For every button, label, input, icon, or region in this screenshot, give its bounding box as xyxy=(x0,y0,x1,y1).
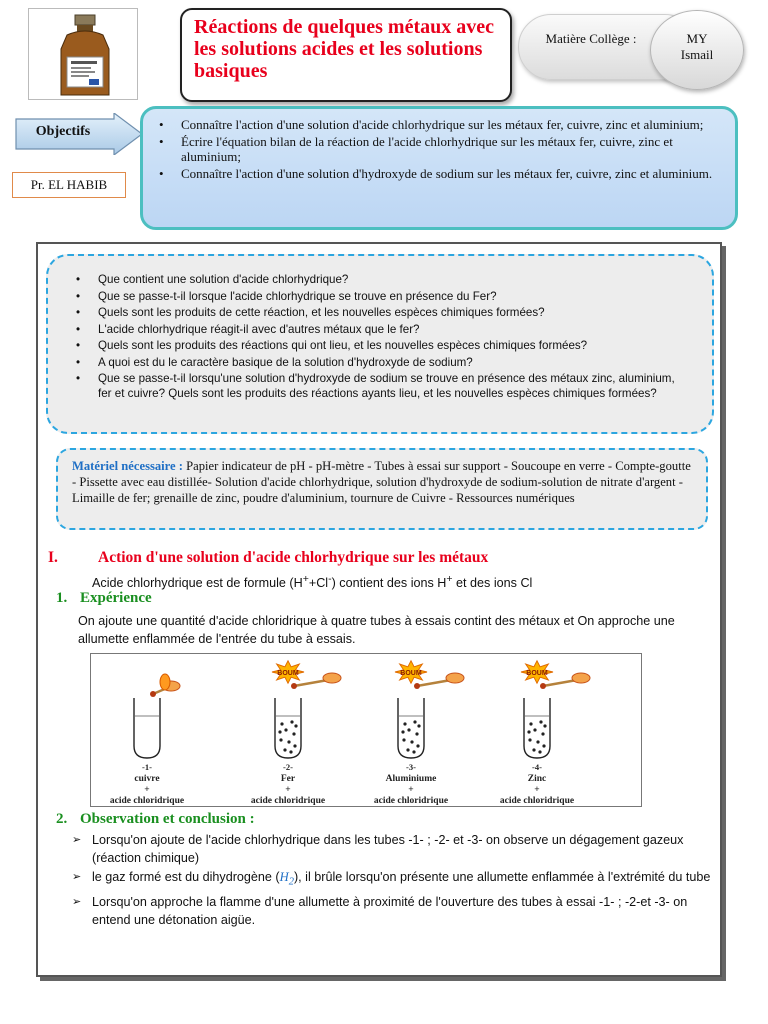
formula-sup: + xyxy=(302,573,309,585)
author-line2: Ismail xyxy=(680,47,714,62)
question-item: • Quels sont les produits des réactions qui ont lieu, et les nouvelles espèces chimiques formées? xyxy=(98,338,684,353)
hand-icon xyxy=(572,673,590,683)
gas-bubble xyxy=(416,744,419,747)
gas-bubble xyxy=(527,730,530,733)
gas-bubble xyxy=(413,720,416,723)
gas-bubble xyxy=(541,732,544,735)
arrow-bullet-icon: ➢ xyxy=(72,834,82,846)
formula-line xyxy=(92,573,692,590)
gas-bubble xyxy=(279,738,282,741)
formula-sup: + xyxy=(446,573,453,585)
gas-bubble xyxy=(538,750,541,753)
question-item: • Que contient une solution d'acide chlorhydrique? xyxy=(98,272,684,287)
tube-number: -2- xyxy=(283,762,293,772)
gas-bubble xyxy=(412,750,415,753)
tube-acid: acide chloridrique xyxy=(499,796,575,806)
hand-icon xyxy=(323,673,341,683)
gas-bubble xyxy=(283,748,286,751)
step-1-title: Expérience xyxy=(80,590,152,606)
explosion-label: BOUM xyxy=(400,670,422,677)
gas-bubble xyxy=(528,738,531,741)
gas-bubble xyxy=(529,722,532,725)
gas-bubble xyxy=(284,728,287,731)
objectives-panel xyxy=(140,106,738,230)
gas-bubble xyxy=(294,724,297,727)
formula-intro: Acide chlorhydrique est de formule (H xyxy=(92,576,303,591)
step-2-title: Observation et conclusion : xyxy=(80,811,255,827)
objectives-list xyxy=(181,117,721,181)
gas-bubble xyxy=(415,732,418,735)
tube-number: -3- xyxy=(406,762,416,772)
question-item: • Quels sont les produits de cette réaction, et les nouvelles espèces chimiques formées? xyxy=(98,305,684,320)
match-flame xyxy=(160,674,170,690)
materiel-text: Papier indicateur de pH - pH-mètre - Tubes à essai sur support - Soucoupe en verre - Compte-goutte - Pissette avec eau distillée- Solution d'acide chlorhydrique, solution d'hydroxyde de sodium-solution de nitrate d'argent - Limaille de fer; grenaille de zinc, poudre d'aluminium, tournure de Cuivre - Ressources numériques xyxy=(72,459,691,505)
author-line1: MY xyxy=(686,31,708,46)
test-tube xyxy=(134,698,160,758)
objectifs-label: Objectifs xyxy=(35,124,91,139)
gas-bubble xyxy=(417,724,420,727)
bottle-illustration xyxy=(29,9,139,101)
step-1-heading xyxy=(56,590,152,607)
tube-plus: + xyxy=(144,785,150,795)
match-stick xyxy=(417,680,451,686)
formula-end: et des ions Cl xyxy=(452,576,533,591)
tube-number: -4- xyxy=(532,762,542,772)
tube-metal: Zinc xyxy=(527,774,547,784)
gas-bubble xyxy=(278,730,281,733)
questions-list xyxy=(98,272,684,401)
explosion-label: BOUM xyxy=(526,670,548,677)
gas-bubble xyxy=(536,740,539,743)
gas-bubble xyxy=(410,740,413,743)
gas-bubble xyxy=(403,722,406,725)
test-tube xyxy=(275,698,301,758)
arrow-bullet-icon: ➢ xyxy=(72,895,82,908)
h2-symbol: H xyxy=(279,870,289,884)
gas-bubble xyxy=(406,748,409,751)
section-1-number: I. xyxy=(48,549,58,566)
gas-bubble xyxy=(543,724,546,727)
question-item: • Que se passe-t-il lorsque l'acide chlorhydrique se trouve en présence du Fer? xyxy=(98,289,684,304)
h2-subscript: 2 xyxy=(288,876,294,888)
objective-item: • Écrire l'équation bilan de la réaction de l'acide chlorhydrique sur les métaux fer, cuivre, zinc et aluminium; xyxy=(181,134,721,164)
question-item: • Que se passe-t-il lorsqu'une solution d'hydroxyde de sodium se trouve en présence des métaux zinc, aluminium, fer et cuivre? Quels sont les produits des réactions ayants lieu, et les nouvelles espèces chimiques formées? xyxy=(98,371,684,401)
gas-bubble xyxy=(280,722,283,725)
question-item: • L'acide chlorhydrique réagit-il avec d'autres métaux que le fer? xyxy=(98,322,684,337)
observations-list xyxy=(72,831,712,930)
gas-bubble xyxy=(289,750,292,753)
gas-bubble xyxy=(292,732,295,735)
materiel-panel xyxy=(56,448,708,530)
match-head xyxy=(150,691,156,697)
gas-bubble xyxy=(402,738,405,741)
gas-bubble xyxy=(533,728,536,731)
match-stick xyxy=(294,680,328,686)
observation-text: le gaz formé est du dihydrogène ( xyxy=(92,870,280,884)
questions-panel xyxy=(46,254,714,434)
formula-rest: ) contient des ions H xyxy=(331,576,447,591)
experiment-text: On ajoute une quantité d'acide chloridrique à quatre tubes à essais contint des métaux et On approche une allumette enflammée de l'entrée du tube à essais. xyxy=(78,614,675,646)
arrow-bullet-icon: ➢ xyxy=(72,871,82,883)
section-1-title: Action d'une solution d'acide chlorhydrique sur les métaux xyxy=(98,549,489,566)
step-2-heading xyxy=(56,811,255,828)
materiel-lead: Matériel nécessaire : xyxy=(72,459,183,473)
observation-text: Lorsqu'on approche la flamme d'une allumette à proximité de l'ouverture des tubes à essai -1- ; -2-et -3- on entend une détonation aigüe. xyxy=(92,894,688,927)
tube-plus: + xyxy=(534,785,540,795)
section-1-heading xyxy=(48,549,628,567)
match-head xyxy=(291,683,297,689)
hand-icon xyxy=(446,673,464,683)
formula-sup: - xyxy=(328,573,332,585)
gas-bubble xyxy=(539,720,542,723)
match-stick xyxy=(543,680,577,686)
tube-plus: + xyxy=(408,785,414,795)
tube-number: -1- xyxy=(142,762,152,772)
test-tubes-drawing xyxy=(91,654,643,808)
gas-bubble xyxy=(401,730,404,733)
match-head xyxy=(414,683,420,689)
step-2-number: 2. xyxy=(56,811,68,827)
gas-bubble xyxy=(407,728,410,731)
question-item: • A quoi est du le caractère basique de la solution d'hydroxyde de sodium? xyxy=(98,355,684,370)
tube-metal: Fer xyxy=(280,774,296,784)
formula-mid: +Cl xyxy=(308,576,329,591)
h2-formula xyxy=(279,870,294,888)
tube-acid: acide chloridrique xyxy=(373,796,449,806)
gas-bubble xyxy=(293,744,296,747)
gas-bubble xyxy=(542,744,545,747)
observation-text: Lorsqu'on ajoute de l'acide chlorhydrique dans les tubes -1- ; -2- et -3- on observe un dégagement gazeux (réaction chimique) xyxy=(92,833,684,865)
gas-bubble xyxy=(287,740,290,743)
step-1-number: 1. xyxy=(56,590,68,606)
explosion-label: BOUM xyxy=(277,670,299,677)
tube-acid: acide chloridrique xyxy=(109,796,185,806)
observation-item xyxy=(72,831,712,867)
reagent-bottle-image xyxy=(28,8,138,100)
observation-text: ), il brûle lorsqu'on présente une allumette enflammée à l'extrémité du tube xyxy=(293,870,711,884)
teacher-name: Pr. EL HABIB xyxy=(12,172,126,198)
test-tube xyxy=(398,698,424,758)
tube-metal: Aluminiume xyxy=(385,774,437,784)
objective-item: • Connaître l'action d'une solution d'acide chlorhydrique sur les métaux fer, cuivre, zinc et aluminium; xyxy=(181,117,721,132)
test-tube xyxy=(524,698,550,758)
gas-bubble xyxy=(532,748,535,751)
tube-plus: + xyxy=(285,785,291,795)
tube-metal: cuivre xyxy=(134,774,160,784)
page-title: Réactions de quelques métaux avec les solutions acides et les solutions basiques xyxy=(180,8,512,102)
author-badge xyxy=(650,10,744,90)
tube-acid: acide chloridrique xyxy=(250,796,326,806)
observation-item xyxy=(72,868,712,892)
college-label: Matière Collège : xyxy=(545,31,637,46)
observation-item xyxy=(72,893,712,929)
match-head xyxy=(540,683,546,689)
objective-item: • Connaître l'action d'une solution d'hydroxyde de sodium sur les métaux fer, cuivre, zinc et aluminium. xyxy=(181,166,721,181)
gas-bubble xyxy=(290,720,293,723)
experiment-illustration xyxy=(90,653,642,807)
